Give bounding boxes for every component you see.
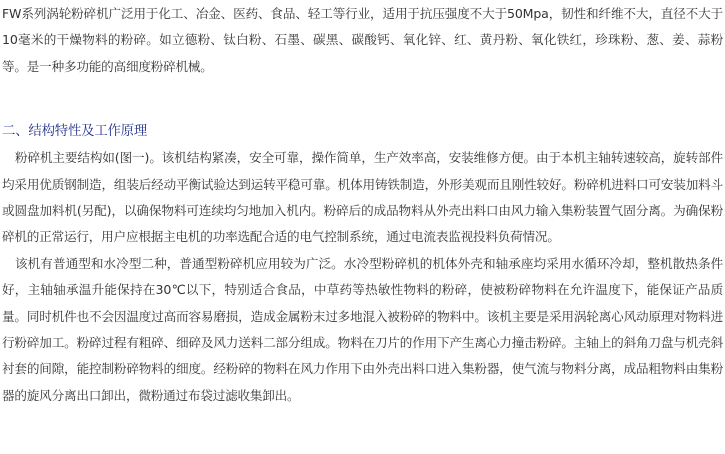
intro-paragraph: FW系列涡轮粉碎机广泛用于化工、冶金、医药、食品、轻工等行业，适用于抗压强度不大于50Mpa，韧性和纤维不大，直径不大于10毫米的干燥物料的粉碎。如立德粉、钛白粉、石墨、碳黑、碳酸钙、氧化锌、红、黄丹粉、氧化铁红，珍珠粉、葱、姜、蒜粉等。是一种多功能的高细度粉碎机械。	[2, 6, 723, 74]
principle-paragraph: 该机有普通型和水冷型二种，普通型粉碎机应用较为广泛。水冷型粉碎机的机体外壳和轴承座均采用水循环冷却，整机散热条件好，主轴轴承温升能保持在30℃以下，特别适合食品，中草药等热敏性物料的粉碎，使被粉碎物料在允许温度下，能保证产品质量。同时机件也不会因温度过高而容易磨损，造成金属粉末过多地混入被粉碎的物料中。该机主要是采用涡轮离心风动原理对物料进行粉碎加工。粉碎过程有粗碎、细碎及风力送料二部分组成。物料在刀片的作用下产生离心力撞击粉碎。主轴上的斜角刀盘与机壳斜衬套的间隙，能控制粉碎物料的细度。经粉碎的物料在风力作用下由外壳出料口进入集粉器，使气流与物料分离，成品粗物料由集粉器的旋风分离出口卸出，微粉通过布袋过滤收集卸出。	[2, 255, 723, 403]
structure-paragraph: 粉碎机主要结构如(图一)。该机结构紧凑，安全可靠，操作简单，生产效率高，安装维修方便。由于本机主轴转速较高，旋转部件均采用优质钢制造，组装后经动平衡试验达到运转平稳可靠。机体用铸铁制造，外形美观而且刚性较好。粉碎机进料口可安装加料斗或圆盘加料机(另配)，以确保物料可连续均匀地加入机内。粉碎后的成品物料从外壳出料口由风力输入集粉装置气固分离。为确保粉碎机的正常运行，用户应根据主电机的功率选配合适的电气控制系统，通过电流表监视投料负荷情况。	[2, 150, 723, 245]
section-heading: 二、结构特性及工作原理	[2, 124, 148, 140]
article-body	[2, 0, 723, 409]
